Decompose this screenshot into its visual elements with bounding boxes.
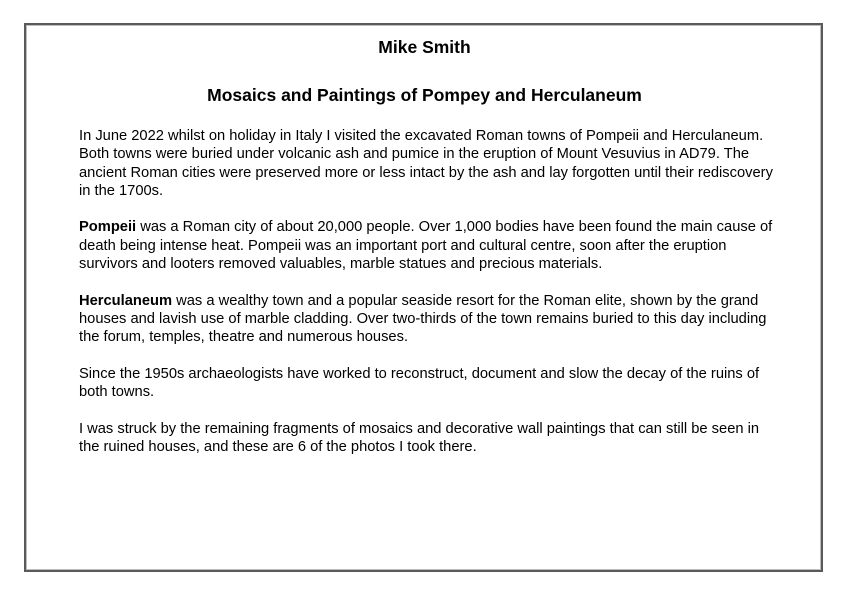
- pompeii-paragraph: [79, 218, 779, 273]
- archaeology-paragraph: Since the 1950s archaeologists have worked to reconstruct, document and slow the decay of the ruins of both towns.: [79, 365, 760, 401]
- closing-paragraph: I was struck by the remaining fragments of mosaics and decorative wall paintings that can still be seen in the ruined houses, and these are 6 of the photos I took there.: [79, 420, 760, 456]
- pompeii-term: Pompeii: [79, 219, 137, 236]
- document-title: Mosaics and Paintings of Pompey and Herculaneum: [207, 85, 642, 105]
- pompeii-text: was a Roman city of about 20,000 people. Over 1,000 bodies have been found the main cause of death being intense heat. Pompeii was an important port and cultural centre, soon after the eruption survivors and looters removed valuables, marble statues and precious materials.: [79, 219, 773, 273]
- author-name: Mike Smith: [378, 37, 471, 57]
- intro-paragraph: In June 2022 whilst on holiday in Italy I visited the excavated Roman towns of Pompeii and Herculaneum. Both towns were buried under volcanic ash and pumice in the eruption of Mount Vesuvius in AD79. The ancient Roman cities were preserved more or less intact by the ash and lay forgotten until their rediscovery in the 1700s.: [79, 128, 773, 199]
- herculaneum-term: Herculaneum: [79, 292, 173, 309]
- document-body: [79, 127, 779, 475]
- herculaneum-text: was a wealthy town and a popular seaside resort for the Roman elite, shown by the grand houses and lavish use of marble cladding. Over two-thirds of the town remains buried to this day including the forum, temples, theatre and numerous houses.: [79, 292, 767, 346]
- herculaneum-paragraph: [79, 292, 779, 347]
